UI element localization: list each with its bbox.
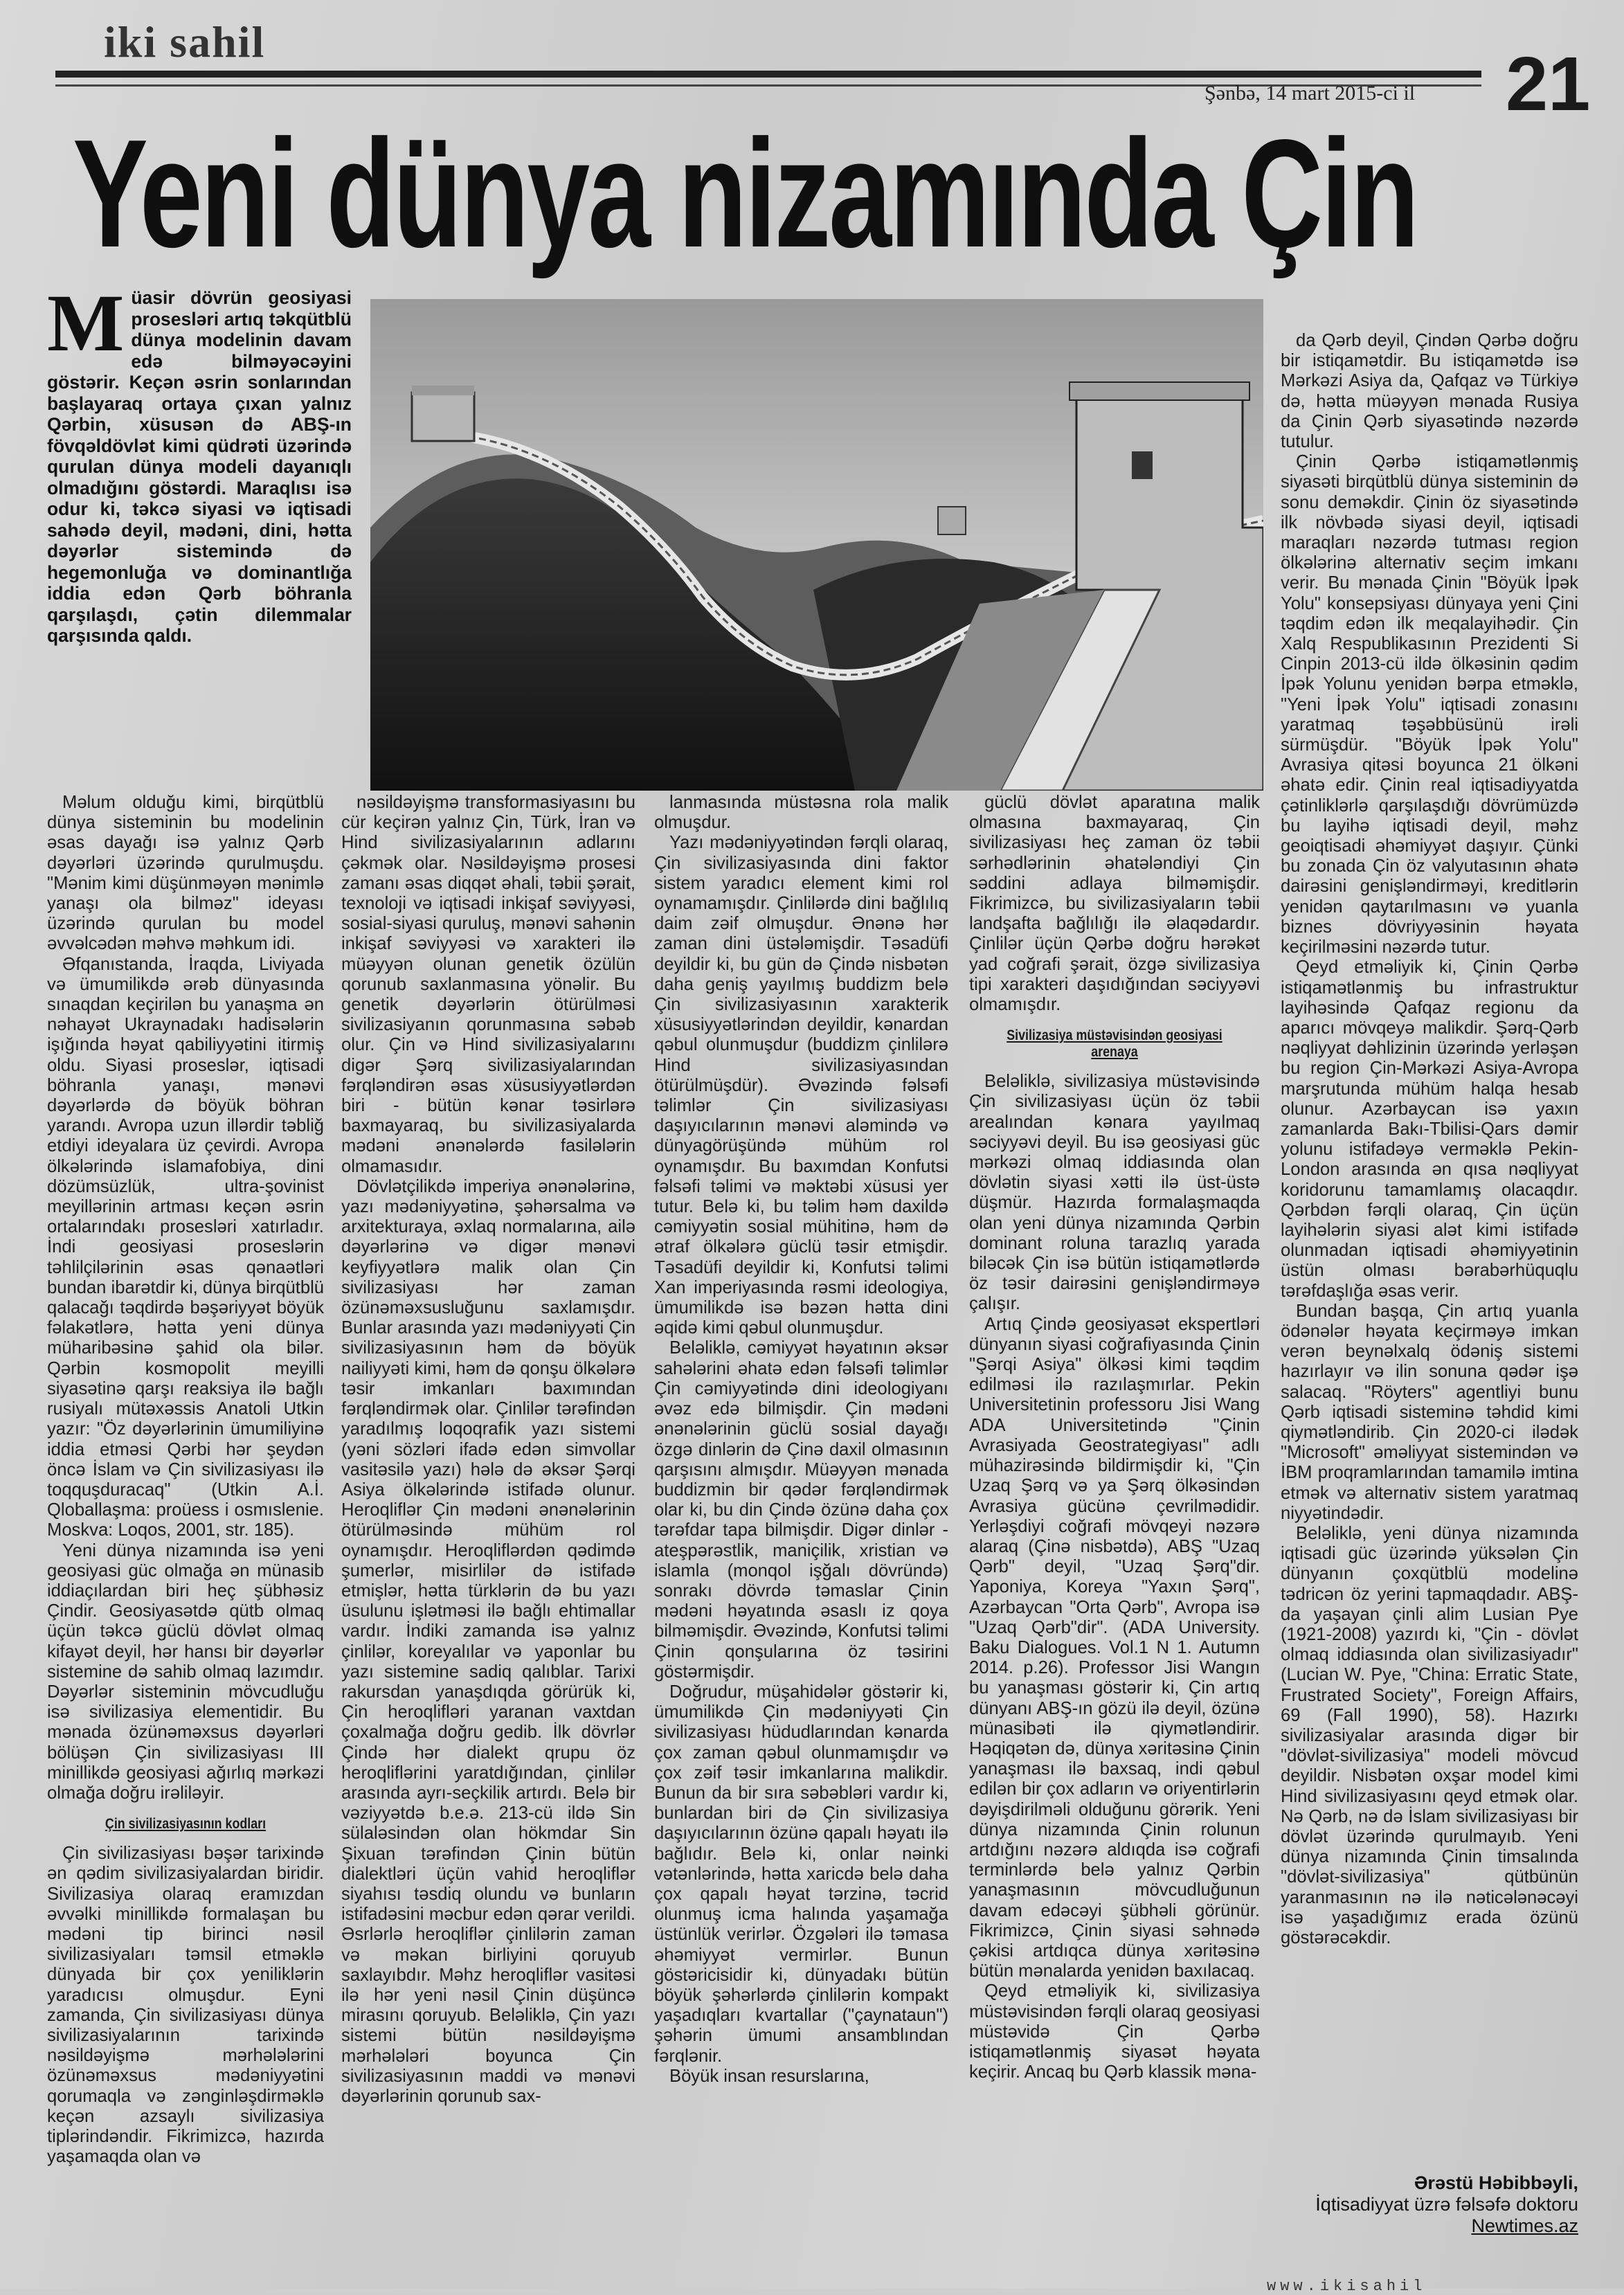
- column-1: [47, 793, 324, 2167]
- column-2: [341, 793, 635, 2107]
- col2-paragraph-1: nəsildəyişmə transformasiyasını bu cür keçirən yalnız Çin, Türk, İran və Hind sivilizasiyalarının adlarını çəkmək olar. Nəsildəyişmə prosesi zamanı əsas diqqət əhali, təbii şərait, texnoloji və iqtisadi inkişaf səviyyəsi, sosial-siyasi quruluş, mənəvi sahənin inkişaf səviyyəsi və xarakteri ilə müəyyən olunan genetik özülün qorunub saxlanmasına yönəlir. Bu genetik dəyərlərin ötürülməsi sivilizasiyanın qorunmasına səbəb olur. Çin və Hind sivilizasiyalarını digər Şərq sivilizasiyalarından fərqləndirən əsas xüsusiyyətlərdən biri - bütün kənar təsirlərə baxmayaraq, bu sivilizasiyalarda mədəni ənənələrdə fasilələrin olmamasıdır.: [341, 793, 635, 1176]
- col4-paragraph-4: Qeyd etməliyik ki, sivilizasiya müstəvisindən fərqli olaraq geosiyasi müstəvidə Çin Qərbə istiqamətlənmiş siyasət həyata keçirir. Ancaq bu Qərb klassik məna-: [969, 1981, 1260, 2082]
- section-name: iki sahil: [104, 17, 266, 66]
- author-title: İqtisadiyyat üzrə fəlsəfə doktoru: [1315, 2194, 1578, 2215]
- masthead: [48, 12, 1591, 127]
- col4-paragraph-3: Artıq Çində geosiyasət ekspertləri dünyanın siyasi coğrafiyasında Çinin "Şərqi Asiya" ölkəsi kimi təqdim edilməsi ilə razılaşmırlar. Pekin Universitetinin professoru Jisi Wang ADA Universitetində "Çinin Avrasiyada Geostrategiyası" adlı mühazirəsində bildirmişdir ki, "Çin Uzaq Şərq və ya Şərq ölkəsindən Avrasiya gücünə çevrilmədidir. Yerləşdiyi coğrafi mövqeyi nəzərə alaraq (Çinə nisbətdə), ABŞ "Uzaq Qərb" deyil, "Uzaq Şərq"dir. Yaponiya, Koreya "Yaxın Şərq", Azərbaycan "Orta Qərb", Avropa isə "Uzaq Qərb"dir". (ADA University. Baku Dialogues. Vol.1 N 1. Autumn 2014. p.26). Professor Jisi Wangın bu yanaşması göstərir ki, Çin artıq dünyanı ABŞ-ın gözü ilə deyil, özünə münasibəti ilə qiymətləndirir. Həqiqətən də, dünya xəritəsinə Çinin yanaşması ilə baxsaq, indi qəbul edilən bir çox adların və oriyentirlərin dəyişdirilməli olduğunu görərik. Yeni dünya nizamında Çinin rolunun artdığını nəzərə aldıqda isə coğrafi terminlərdə belə yalnız Qərbin yanaşmasının mövcudluğunun davam edəcəyi şübhəli görünür. Fikrimizcə, Çinin siyasi səhnədə çəkisi artdıqca dünya xəritəsinə bütün mənalarda yenidən baxılacaq.: [969, 1314, 1260, 1981]
- page-number: 21: [1506, 42, 1591, 127]
- column-4: [969, 793, 1260, 2082]
- column-5: [1281, 331, 1578, 1948]
- col3-paragraph-4: Doğrudur, müşahidələr göstərir ki, ümumilikdə Çin mədəniyyəti Çin sivilizasiyası hüdudlarından kənarda çox zaman qəbul olunmamışdır və çox zəif təsir imkanlarına malikdir. Bunun da bir sıra səbəbləri vardır ki, bunlardan biri də Çin sivilizasiya daşıyıcılarının özünə qapalı həyatı ilə bağlıdır. Belə ki, onlar nəinki vətənlərində, hətta xaricdə belə daha çox qapalı həyat tərzinə, təcrid olunmuş icma halında yaşamağa üstünlük verirlər. Özgələri ilə təmasa əhəmiyyət vermirlər. Bunun göstəricisidir ki, dünyadakı bütün böyük şəhərlərdə çinlilərin kompakt yaşadıqları kvartallar ("çaynataun") şəhərin ümumi ansamblından fərqlənir.: [654, 1682, 948, 2066]
- col5-paragraph-1: da Qərb deyil, Çindən Qərbə doğru bir istiqamətdir. Bu istiqamətdə isə Mərkəzi Asiya da, Qafqaz və Türkiyə də, hətta müəyyən mənada Rusiya da Çinin Qərb siyasətində nəzərdə tutulur.: [1281, 331, 1578, 452]
- col5-paragraph-4: Bundan başqa, Çin artıq yuanla ödənələr həyata keçirməyə imkan verən beynəlxalq ödəniş sistemi hazırlayır və ilin sonuna qədər işə salacaq. "Röyters" agentliyi bunu Qərb iqtisadi sisteminə təhdid kimi qiymətləndirib. Çin 2020-ci ilədək "Microsoft" əməliyyat sistemindən və İBM proqramlarından tamamilə imtina etmək və alternativ sistem yaratmaq niyyətindədir.: [1281, 1301, 1578, 1523]
- dropcap: M: [47, 278, 125, 368]
- lede: [47, 278, 352, 647]
- headline: Yeni dünya nizamında Çin: [73, 108, 1418, 280]
- lede-text: üasir dövrün geosiyasi prosesləri artıq təkqütblü dünya modelinin davam edə bilməyəcəyini göstərir. Keçən əsrin sonlarından başlayaraq ortaya çıxan yalnız Qərbin, xüsusən də ABŞ-ın fövqəldövlət kimi qüdrəti üzərində qurulan dünya modeli dayanıqlı olmadığını göstərdi. Maraqlısı isə odur ki, təkcə siyasi və iqtisadi sahədə deyil, mədəni, dini, hətta dəyərlər sistemində də hegemonluğa və dominantlığa iddia edən Qərb böhranla qarşılaşdı, çətin dilemmalar qarşısında qaldı.: [47, 287, 352, 646]
- col3-paragraph-2: Yazı mədəniyyətindən fərqli olaraq, Çin sivilizasiyasında dini faktor sistem yaradıcı element kimi rol oynamamışdır. Çinlilərdə dini bağlılıq daim zəif olmuşdur. Ənənə hər zaman dini üstələmişdir. Təsadüfi deyildir ki, bu gün də Çində nisbətən daha geniş yayılmış buddizm belə Çin sivilizasiyasının xarakterik xüsusiyyətlərindən deyildir, kənardan qəbul olunmuşdur (buddizm çinlilərə Hind sivilizasiyasından ötürülmüşdür). Əvəzində fəlsəfi təlimlər Çin sivilizasiyası daşıyıcılarının mənəvi aləmində və dünyagörüşündə mühüm rol oynamışdır. Bu baxımdan Konfutsi fəlsəfi təlimi və məktəbi xüsusi yer tutur. Belə ki, bu təlim həm daxildə cəmiyyətin sosial mühitinə, həm də ətraf ölkələrə güclü təsir etmişdir. Təsadüfi deyildir ki, Konfutsi təlimi Xan imperiyasında rəsmi ideologiya, ümumilikdə isə bəzən hətta dini əqidə kimi qəbul olunmuşdur.: [654, 833, 948, 1338]
- col4-paragraph-2: Beləliklə, sivilizasiya müstəvisində Çin sivilizasiyası üçün öz təbii arealından kənara yayılmaq səciyyəvi deyil. Bu isə geosiyasi güc mərkəzi olmaq iddiasında olan dövlətin siyasi xətti ilə üst-üstə düşmür. Hazırda formalaşmaqda olan yeni dünya nizamında Qərbin dominant roluna tarazlıq yarada biləcək Çin isə bütün istiqamətlərdə öz təsir dairəsini genişləndirməyə çalışır.: [969, 1072, 1260, 1314]
- col1-paragraph-1: Məlum olduğu kimi, birqütblü dünya sisteminin bu modelinin əsas dayağı isə yalnız Qərb dəyərləri üzərində qurulmuşdu. "Mənim kimi düşünməyən mənimlə yanaşı ola bilməz" ideyası üzərində qurulan bu model əvvəlcədən məhvə məhkum idi.: [47, 793, 324, 954]
- col1-paragraph-4: Çin sivilizasiyası bəşər tarixində ən qədim sivilizasiyalardan biridir. Sivilizasiya olaraq eramızdan əvvəlki minillikdə formalaşan bu mədəni tip birinci nəsil sivilizasiyaları təmsil etməklə dünyada bir çox yeniliklərin yaradıcısı olmuşdur. Eyni zamanda, Çin sivilizasiyası dünya sivilizasiyalarının tarixində nəsildəyişmə mərhələlərini özünəməxsus mədəniyyətini qorumaqla və zənginləşdirməklə keçən azsaylı sivilizasiya tiplərindəndir. Fikrimizcə, hazırda yaşamaqda olan və: [47, 1844, 324, 2167]
- col4-paragraph-1: güclü dövlət aparatına malik olmasına baxmayaraq, Çin sivilizasiyası heç zaman öz təbii sərhədlərinin əhatələndiyi Çin səddini adlaya bilməmişdir. Fikrimizcə, bu sivilizasiyaların təbii landşafta bağlılığı ilə əlaqədardır. Çinlilər üçün Qərbə doğru hərəkət yad coğrafi şərait, özgə sivilizasiya tipi xarakteri daşıdığından səciyyəvi olmamışdır.: [969, 793, 1260, 1015]
- col3-paragraph-3: Beləliklə, cəmiyyət həyatının əksər sahələrini əhatə edən fəlsəfi təlimlər Çin cəmiyyətində dini ideologiyanı əvəz edə bilmişdir. Çin mədəni ənənələrinin güclü sosial dayağı özgə dinlərin də Çinə daxil olmasının qarşısını almışdır. Müəyyən mənada buddizmin bir qədər fərqləndirmək olar ki, bu din Çində özünə daha çox tərəfdar tapa bilmişdir. Digər dinlər - ateşpərəstlik, maniçilik, xristian və islamla (monqol işğalı dövründə) sonrakı dövrdə təmaslar Çinin mədəni həyatında əsaslı iz qoya bilməmişdir. Əvəzində, Konfutsi təlimi Çinin qonşularına öz təsirini göstərmişdir.: [654, 1338, 948, 1682]
- column-3: [654, 793, 948, 2087]
- col1-subhead: Çin sivilizasiyasının kodları: [105, 1816, 267, 1833]
- great-wall-photo: [370, 299, 1263, 791]
- col5-paragraph-2: Çinin Qərbə istiqamətlənmiş siyasəti birqütblü dünya sisteminin də sonu deməkdir. Çinin öz siyasətində ilk növbədə siyasi deyil, iqtisadi maraqları nəzərdə tutması region ölkələrinə alternativ seçim imkanı verir. Bu mənada Çinin "Böyük İpək Yolu" konsepsiyası dünyaya yeni Çini təqdim edən ilk meqalayihədir. Çin Xalq Respublikasının Prezidenti Si Cinpin 2013-cü ildə ölkəsinin qədim İpək Yolunu yenidən bərpa etməklə, "Yeni İpək Yolu" iqtisadi zonasını yaratmaq təşəbbüsünü irəli sürmüşdür. "Böyük İpək Yolu" Avrasiya qitəsi boyunca 21 ölkəni əhatə edir. Çinin real iqtisadiyyatda çətinliklərlə qarşılaşdığı dövrümüzdə bu layihə iqtisadi deyil, məhz geoiqtisadi əhəmiyyət daşıyır. Çünki bu zonada Çin öz valyutasının əhatə dairəsini genişləndirməyi, kreditlərin yenidən qaytarılmasını və yuanla biznes dövriyyəsinin həyata keçirilməsini nəzərdə tutur.: [1281, 452, 1578, 957]
- source-link[interactable]: Newtimes.az: [1471, 2215, 1578, 2236]
- col3-paragraph-1: lanmasında müstəsna rola malik olmuşdur.: [654, 793, 948, 833]
- col1-paragraph-2: Əfqanıstanda, İraqda, Liviyada və ümumilikdə ərəb dünyasında sınaqdan keçirilən bu yanaşma ən nəhayət Ukraynadakı hadisələrin işığında həyat qabiliyyətini itirmiş oldu. Siyasi proseslər, iqtisadi böhranla yanaşı, mənəvi dəyərlərdə də böyük böhran yarandı. Avropa uzun illərdir təbliğ etdiyi ideyalara üz çevirdi. Avropa ölkələrində islamafobiya, dini dözümsüzlük, ultra-şovinist meyillərinin artması keçən əsrin ortalarındakı prosesləri xatırladır. İndi geosiyasi proseslərin təhlilçilərinin əsas qənaətləri bundan ibarətdir ki, dünya birqütblü qalacağı təqdirdə bəşəriyyət böyük fəlakətlərə, hətta yeni dünya müharibəsinə şahid ola bilər. Qərbin kosmopolit meyilli siyasətinə qarşı reaksiya ilə bağlı rusiyalı mütəxəssis Anatoli Utkin yazır: "Öz dəyərlərinin ümumiliyinə iddia etməsi Qərbi hər şeydən öncə İslam və Çin sivilizasiyası ilə toqquşduracaq" (Utkin A.İ. Qloballaşma: proüess i osmıslenie. Moskva: Loqos, 2001, str. 185).: [47, 954, 324, 1540]
- byline: [1288, 2172, 1578, 2237]
- author-name: Ərəstü Həbibbəyli,: [1414, 2172, 1578, 2193]
- dateline: Şənbə, 14 mart 2015-ci il: [1205, 82, 1416, 105]
- col3-paragraph-5: Böyük insan resurslarına,: [669, 2066, 869, 2086]
- col1-paragraph-3: Yeni dünya nizamında isə yeni geosiyasi güc olmağa ən münasib iddiaçılardan biri heç şübhəsiz Çindir. Geosiyasətdə qütb olmaq üçün təkcə güclü dövlət olmaq kifayət deyil, hər hansı bir dəyərlər sistemine də sahib olmaq lazımdır. Dəyərlər sisteminin mövcudluğu isə sivilizasiya elementidir. Bu mənada özünəməxsus dəyərləri bölüşən Çin sivilizasiyası III minillikdə geosiyasi ağırlıq mərkəzi olmağa doğru irəliləyir.: [47, 1540, 324, 1803]
- col2-paragraph-2: Dövlətçilikdə imperiya ənənələrinə, yazı mədəniyyətinə, şəhərsalma və arxitekturaya, əxlaq normalarına, ailə dəyərlərinə və digər mənəvi keyfiyyətlərə malik olan Çin sivilizasiyası hər zaman özünəməxsusluğunu saxlamışdır. Bunlar arasında yazı mədəniyyəti Çin sivilizasiyasının həm də böyük nailiyyəti kimi, həm də qonşu ölkələrə təsir imkanları baxımından fərqləndirmək olar. Çinlilər tərəfindən yaradılmış loqoqrafik yazı sistemi (yəni sözləri ifadə edən simvollar vasitəsilə yazı) hələ də əksər Şərqi Asiya ölkələrində istifadə olunur. Heroqliflər Çin mədəni ənənələrinin ötürülməsində mühüm rol oynamışdır. Heroqliflərdən qədimdə şumerlər, misirlilər də istifadə etmişlər, hətta türklərin də bu yazı üsulunu işlətməsi ilə bağlı ehtimallar vardır. İndiki zamanda isə yalnız çinlilər, koreyalılar və yaponlar bu yazı sistemine sadiq qalıblar. Tarixi rakursdan yanaşdıqda görürük ki, Çin heroqlifləri yaranan vaxtdan çoxalmağa doğru gedib. İlk dövrlər Çində hər dialekt qrupu öz heroqliflərini yaratdığından, çinlilər arasında ayrı-seçkilik artırdı. Belə bir vəziyyətdə b.e.ə. 213-cü ildə Sin sülaləsindən olan hökmdar Sin Şixuan tərəfindən Çinin bütün dialektləri üçün vahid heroqliflər siyahısı təsdiq olundu və bunların istifadəsini məcbur edən qərar verildi. Əsrlərlə heroqliflər çinlilərin zaman və məkan birliyini qoruyub saxlayıbdır. Məhz heroqliflər vasitəsi ilə hər yeni nəsil Çinin düşüncə mirasını qoruyub. Beləliklə, Çin yazı sistemi bütün nəsildəyişmə mərhələləri boyunca Çin sivilizasiyasının maddi və mənəvi dəyərlərinin qorunub sax-: [341, 1176, 635, 2106]
- col5-paragraph-5: Beləliklə, yeni dünya nizamında iqtisadi güc üzərində yüksələn Çin dünyanın çoxqütblü modelinə tədricən öz yerini tapmaqdadır. ABŞ-da yaşayan çinli alim Lusian Pye (1921-2008) yazırdı ki, "Çin - dövlət olmaq iddiasında olan sivilizasiyadır" (Lucian W. Pye, "China: Erratic State, Frustrated Society", Foreign Affairs, 69 (Fall 1990), 58). Hazırkı sivilizasiyalar arasında digər bir "dövlət-sivilizasiya" modeli mövcud deyildir. Nisbətən oxşar model kimi Hind sivilizasiyasını qeyd etmək olar. Nə Qərb, nə də İslam sivilizasiyası bir dövlət üzərində qurulmayıb. Yeni dünya nizamında Çinin timsalında "dövlət-sivilizasiya" qütbünün yaranmasının nə ilə nəticələnəcəyi isə yaşadığımız erada özünü göstərəcəkdir.: [1281, 1523, 1578, 1948]
- col5-paragraph-3: Qeyd etməliyik ki, Çinin Qərbə istiqamətlənmiş bu infrastruktur layihəsində Qafqaz regionu da aparıcı mövqeyə malikdir. Şərq-Qərb nəqliyyat dəhlizinin üzərində yerləşən bu region Çin-Mərkəzi Asiya-Avropa marşrutunda mühüm halqa hesab olunur. Azərbaycan isə yaxın zamanlarda Bakı-Tbilisi-Qars dəmir yolunu istifadəyə verməklə Pekin-London arasında ən qısa nəqliyyat koridorunu tamamlamış olacaqdır. Qərbdən fərqli olaraq, Çin üçün layihələrin siyasi alət kimi istifadə olunmadan iqtisadi əhəmiyyətinin üstün olması bərabərhüquqlu tərəfdaşlığa əsas verir.: [1281, 957, 1578, 1301]
- footer-url: www.ikisahil: [1267, 2278, 1427, 2295]
- col4-subhead: Sivilizasiya müstəvisindən geosiyasi arenaya: [1007, 1027, 1222, 1061]
- masthead-rule: [55, 71, 1481, 78]
